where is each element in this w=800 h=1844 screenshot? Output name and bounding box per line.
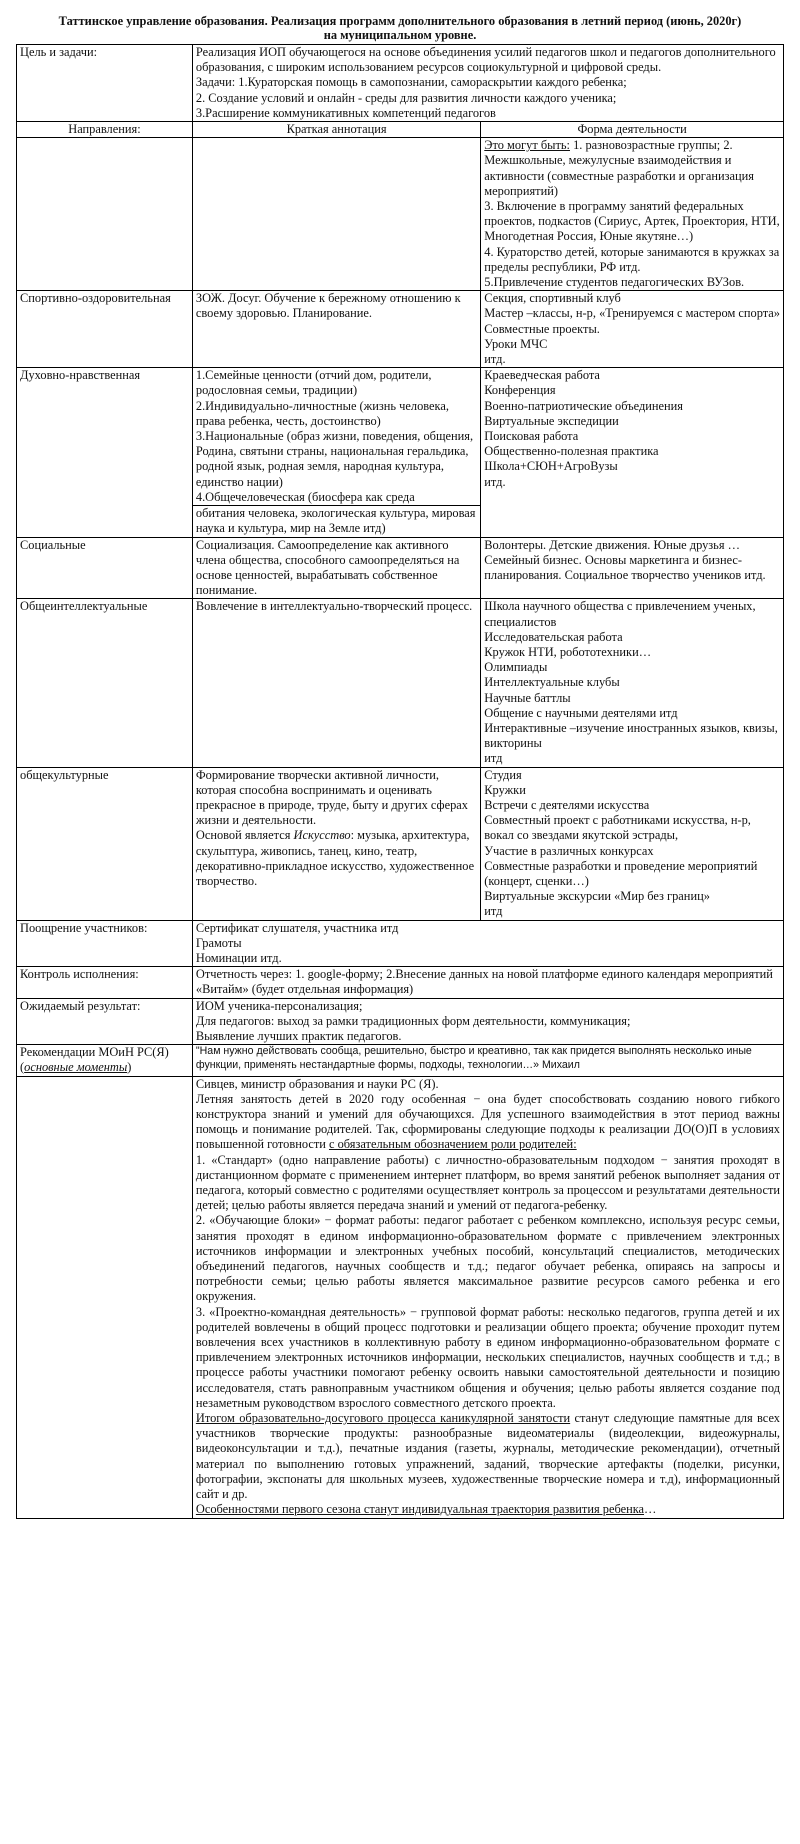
direction-name: Общеинтеллектуальные [17, 599, 193, 767]
annotation-item: 2.Индивидуально-личностные (жизнь человека, права ребенка, честь, достоинство) [195, 398, 449, 428]
program-table [16, 44, 784, 1519]
form-item: итд. [484, 474, 506, 489]
reward-content [192, 920, 783, 967]
form-item: Совместные проекты. [484, 321, 600, 336]
reward-item: Грамоты [195, 935, 242, 950]
forms-intro-item-1: 1. разновозрастные группы; 2. Межшкольные, межулусные взаимодействия и активности (совместные разработки и организация мероприятий) [484, 138, 754, 198]
annotation-item: 4.Общечеловеческая (биосфера как среда [195, 489, 415, 504]
features-text: … [644, 1502, 657, 1517]
direction-name: Социальные [17, 537, 193, 599]
recommend-body-row [17, 1076, 784, 1518]
recommend-label-close: ) [127, 1060, 132, 1075]
form-item: Уроки МЧС [484, 336, 548, 351]
intro-emphasis: с обязательным обозначением роли родителей: [329, 1137, 577, 1152]
approach-standard: 1. «Стандарт» (одно направление работы) с личностно-образовательным подходом − занятия проходят в дистанционном формате с применением интернет платформ, во время занятий ребенок выполняет задания от педагога, который совместно с родителями осуществляет контроль за процессом и результатами деятельности детей; целью работы является передача знаний и умений от педагога-ребенку. [195, 1152, 780, 1213]
paragraph-features [196, 1502, 780, 1517]
direction-annotation: Вовлечение в интеллектуально-творческий процесс. [192, 599, 480, 767]
form-item: итд [484, 904, 503, 919]
form-item: Исследовательская работа [484, 629, 623, 644]
annotation-emphasis: Искусство [293, 828, 351, 843]
forms-intro-row [17, 138, 784, 291]
form-item: Олимпиады [484, 660, 548, 675]
recommend-key-points: основные моменты [24, 1060, 128, 1075]
control-content: Отчетность через: 1. google-форму; 2.Внесение данных на новой платформе единого календаря мероприятий «Витайм» (будет отдельная информация) [192, 967, 783, 998]
form-item: Мастер –классы, н-р, «Тренируемся с мастером спорта» [484, 306, 780, 321]
annotation-continued: обитания человека, экологическая культура, мировая наука и культура, мир на Земле итд) [192, 506, 480, 537]
sport-row [17, 291, 784, 368]
document-title-line-1: Таттинское управление образования. Реализация программ дополнительного образования в летний период (июнь, 2020г) [58, 14, 742, 28]
result-item: Выявление лучших практик педагогов. [195, 1029, 402, 1043]
outcome-text: станут следующие памятные для всех участников творческие продукты: разнообразные видеоматериалы (видеолекции, видеожурналы, видеоконсультации и т.д.), печатные издания (газеты, журналы, методические рекомендации), отчетный материал по выполнению готовых упражнений, заданий, творческие артефакты (поделки, рисунки, фотографии, экспонаты для школьных музеев, художественные творческие номера и т.д), информационный сайт и др. [195, 1411, 780, 1502]
recommend-body [192, 1076, 783, 1518]
form-item: Интерактивные –изучение иностранных языков, квизы, викторины [484, 720, 778, 751]
reward-item: Сертификат слушателя, участника итд [195, 920, 399, 935]
goal-label: Цель и задачи: [17, 45, 193, 122]
direction-forms [481, 767, 784, 920]
annotation-item: 1.Семейные ценности (отчий дом, родители, родословная семьи, традиции) [195, 368, 432, 398]
annotation-paragraph [196, 828, 477, 889]
annotation-item: 3.Национальные (образ жизни, поведения, общения, Родина, святыни страны, национальная геральдика, родной язык, родная земля, народная культура, единство нации) [195, 429, 474, 489]
annotation-text: Основой является [195, 828, 294, 843]
direction-forms [481, 291, 784, 368]
result-item: ИОМ ученика-персонализация; [195, 998, 363, 1013]
approach-project: 3. «Проектно-командная деятельность» − групповой формат работы: несколько педагогов, группа детей и их родителей вовлечены в общий процесс подготовки и реализации общего проекта; обучение проходит путем вовлечения всех участников в коллективную работу в едином информационно-образовательном формате с привлечением электронных источников информации, нескольких специалистов, научных сообществ и т.д.; в процессе работы участники помогают ребенку освоить навыки самостоятельной деятельности и позицию исследователя, стать равноправным участником общения и обучения; целью работы является создание под незаметным руководством взрослого совместного детского проекта. [195, 1304, 780, 1410]
form-item: итд [484, 751, 503, 766]
control-row [17, 967, 784, 998]
minister-quote: "Нам нужно действовать сообща, решительно, быстро и креативно, так как придется выполнять несколько иные функции, применять нестандартные формы, подходы, технологии…» Михаил [192, 1045, 783, 1076]
spirit-row-continued [17, 506, 784, 537]
reward-item: Номинации итд. [195, 950, 282, 965]
outcome-emphasis: Итогом образовательно-досугового процесса каникулярной занятости [195, 1411, 571, 1426]
quote-author: Сивцев, министр образования и науки РС (Я). [195, 1076, 439, 1091]
form-item: Краеведческая работа [484, 368, 600, 383]
goal-content [192, 45, 783, 122]
culture-row [17, 767, 784, 920]
form-item: Участие в различных конкурсах [484, 843, 654, 858]
form-item: Школа научного общества с привлечением ученых, специалистов [484, 599, 756, 629]
form-item: Кружки [484, 782, 526, 797]
form-item: Интеллектуальные клубы [484, 675, 620, 690]
task-2: 2. Создание условий и онлайн - среды для развития личности каждого ученика; [195, 90, 617, 105]
direction-annotation [192, 767, 480, 920]
form-item: Научные баттлы [484, 690, 571, 705]
paragraph-intro [196, 1092, 780, 1153]
annotation-paragraph: Формирование творчески активной личности, которая способна воспринимать и оценивать прекрасное в природе, труде, быту и других сферах жизни и деятельности. [195, 767, 468, 828]
form-item: Встречи с деятелями искусства [484, 797, 650, 812]
direction-forms: Волонтеры. Детские движения. Юные друзья … Семейный бизнес. Основы маркетинга и бизнес-планирования. Социальное творчество учеников итд. [481, 537, 784, 599]
form-item: Виртуальные экскурсии «Мир без границ» [484, 889, 710, 904]
forms-intro-cell [481, 138, 784, 291]
reward-label: Поощрение участников: [17, 920, 193, 967]
direction-name: Духовно-нравственная [17, 368, 193, 506]
control-label: Контроль исполнения: [17, 967, 193, 998]
recommend-label-text: Рекомендации МОиН РС(Я) ( [20, 1045, 169, 1075]
forms-intro-item-5: 5.Привлечение студентов педагогических ВУЗов. [484, 275, 745, 290]
form-item: Поисковая работа [484, 429, 579, 444]
result-content [192, 998, 783, 1045]
result-label: Ожидаемый результат: [17, 998, 193, 1045]
spirit-row [17, 368, 784, 506]
direction-forms [481, 599, 784, 767]
document-page [16, 14, 784, 1519]
direction-name: общекультурные [17, 767, 193, 920]
forms-intro-item-4: 4. Кураторство детей, которые занимаются в кружках за пределы республики, РФ итд. [484, 244, 780, 274]
direction-forms [481, 368, 784, 506]
intel-row [17, 599, 784, 767]
form-item: Совместные разработки и проведение мероприятий (концерт, сценки…) [484, 858, 758, 888]
social-row [17, 537, 784, 599]
annotation-text: : музыка, архитектура, скульптура, живопись, танец, кино, театр, декоративно-прикладное искусство, художественное творчество. [195, 828, 475, 888]
forms-intro-item-3: 3. Включение в программу занятий федеральных проектов, подкастов (Сириус, Артек, Проектория, НТИ, Многодетная Россия, Юные якутяне…) [484, 199, 780, 244]
form-item: Школа+СЮН+АгроВузы [484, 459, 618, 474]
form-item: Секция, спортивный клуб [484, 291, 621, 306]
form-item: итд. [484, 352, 506, 367]
form-item: Виртуальные экспедиции [484, 413, 619, 428]
document-title [16, 14, 784, 42]
task-1: Задачи: 1.Кураторская помощь в самопознании, самораскрытии каждого ребенка; [195, 75, 627, 90]
approach-blocks: 2. «Обучающие блоки» − формат работы: педагог работает с ребенком комплексно, используя ресурс семьи, занятия проходят в едином информационно-образовательном формате с привлечением электронных источников информации и электронных учебных пособий, консультаций специалистов, методических объединений педагогов, научных сообществ и т.д.; педагог обучает ребенка, опираясь на запросы и потребности семьи; целью работы является максимальное развитие ресурсов самого ребенка и его окружения. [195, 1213, 780, 1304]
result-row [17, 998, 784, 1045]
header-directions: Направления: [17, 122, 193, 138]
header-forms: Форма деятельности [481, 122, 784, 138]
direction-annotation: ЗОЖ. Досуг. Обучение к бережному отношению к своему здоровью. Планирование. [192, 291, 480, 368]
features-emphasis: Особенностями первого сезона станут индивидуальная траектория развития ребенка [195, 1502, 645, 1517]
reward-row [17, 920, 784, 967]
form-item: Конференция [484, 383, 556, 398]
form-item: Общественно-полезная практика [484, 444, 659, 459]
direction-name: Спортивно-оздоровительная [17, 291, 193, 368]
intro-text: Летняя занятость детей в 2020 году особенная − она будет способствовать созданию нового гибкого конструктора знаний и умений для обучающихся. Для успешного взаимодействия в этот период важны помощь и понимание родителей. Так, сформированы следующие подходы к реализации ДО(О)П в условиях повышенной готовности [195, 1091, 780, 1152]
goal-text: Реализация ИОП обучающегося на основе объединения усилий педагогов школ и педагогов дополнительного образования, с широким использованием ресурсов социокультурной и цифровой среды. [195, 45, 776, 75]
recommend-label [17, 1045, 193, 1076]
document-title-line-2: на муниципальном уровне. [323, 28, 477, 42]
form-item: Совместный проект с работниками искусства, н-р, вокал со звездами якутской эстрады, [484, 813, 751, 843]
goal-row [17, 45, 784, 122]
form-item: Общение с научными деятелями итд [484, 705, 678, 720]
forms-intro-heading: Это могут быть: [484, 138, 570, 153]
result-item: Для педагогов: выход за рамки традиционных форм деятельности, коммуникация; [195, 1013, 631, 1028]
task-3: 3.Расширение коммуникативных компетенций педагогов [195, 105, 496, 120]
table-header-row [17, 122, 784, 138]
form-item: Кружок НТИ, робототехники… [484, 644, 652, 659]
recommend-row [17, 1045, 784, 1076]
header-annotation: Краткая аннотация [192, 122, 480, 138]
form-item: Военно-патриотические объединения [484, 398, 684, 413]
form-item: Студия [484, 767, 522, 782]
direction-annotation: Социализация. Самоопределение как активного члена общества, способного самоопределяться на основе ценностей, вырабатывать собственное понимание. [192, 537, 480, 599]
direction-annotation [192, 368, 480, 506]
paragraph-outcome [196, 1411, 780, 1502]
